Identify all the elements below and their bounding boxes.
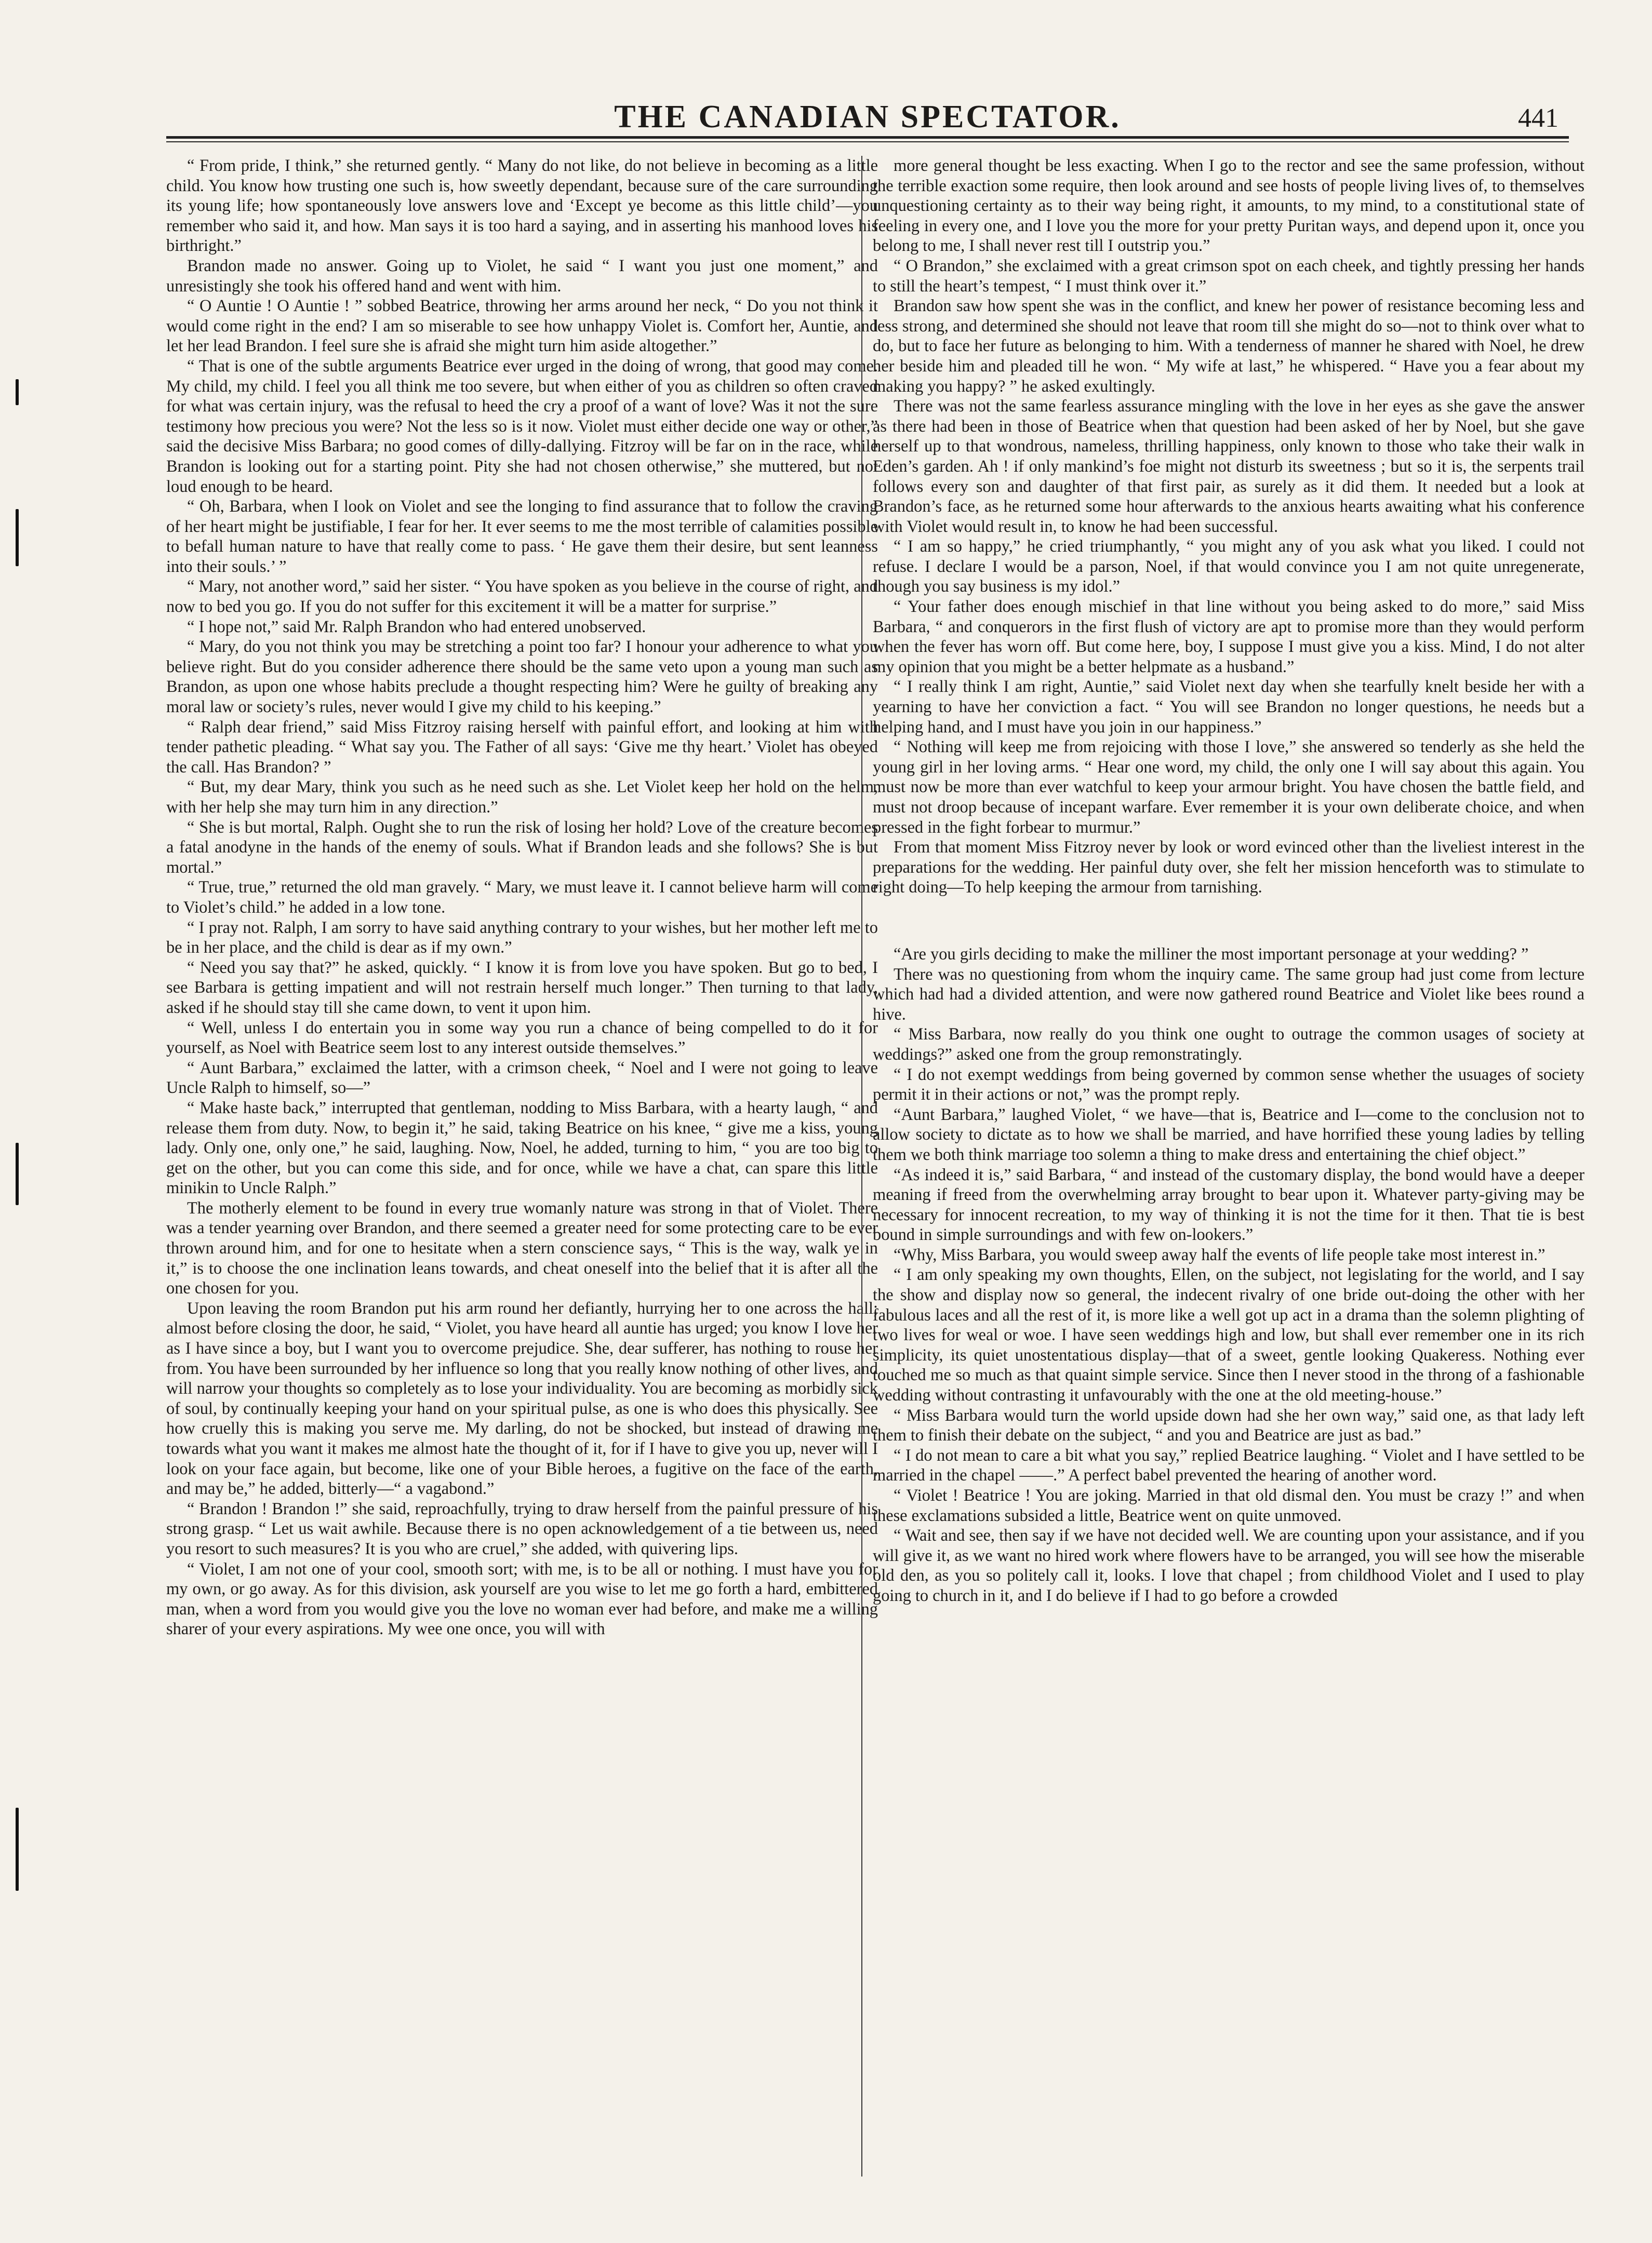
paragraph: “ I really think I am right, Auntie,” said Violet next day when she tearfully knelt beside her with a yearning to have her conviction a fact. “ You will see Brandon no longer questions, he needs but a helping hand, and I must have you join in our happiness.” (873, 677, 1584, 737)
paragraph: “ Wait and see, then say if we have not decided well. We are counting upon your assistance, and if you will give it, as we want no hired work where flowers have to be arranged, you will see how the miserable old den, as you so politely call it, looks. I love that chapel ; from childhood Violet and I used to play going to church in it, and I do believe if I had to go before a crowded (873, 1526, 1584, 1605)
paragraph: “ Well, unless I do entertain you in some way you run a chance of being compelled to do it for yourself, as Noel with Beatrice seem lost to any interest outside themselves.” (166, 1018, 878, 1058)
paragraph: “ Miss Barbara, now really do you think one ought to outrage the common usages of society at weddings?” asked one from the group remonstratingly. (873, 1025, 1584, 1064)
publication-title: THE CANADIAN SPECTATOR. (614, 99, 1121, 135)
paragraph: “ I do not exempt weddings from being governed by common sense whether the usuages of society permit it in their actions or not,” was the prompt reply. (873, 1065, 1584, 1104)
margin-mark (16, 379, 19, 405)
paragraph: “ I pray not. Ralph, I am sorry to have said anything contrary to your wishes, but her mother left me to be in her place, and the child is dear as if my own.” (166, 918, 878, 957)
paragraph: “Are you girls deciding to make the milliner the most important personage at your wedding? ” (894, 944, 1529, 964)
paragraph: “ Miss Barbara would turn the world upside down had she her own way,” said one, as that lady left them to finish their debate on the subject, “ and you and Beatrice are just as bad.” (873, 1406, 1584, 1445)
paragraph: “ Aunt Barbara,” exclaimed the latter, with a crimson cheek, “ Noel and I were not going to leave Uncle Ralph to himself, so—” (166, 1058, 878, 1098)
paragraph: “ Oh, Barbara, when I look on Violet and see the longing to find assurance that to follow the craving of her heart might be justifiable, I fear for her. It ever seems to me the most terrible of calamities possible to befall human nature to have that really come to pass. ‘ He gave them their desire, but sent leanness into their souls.’ ” (166, 497, 878, 576)
paragraph: “ Mary, do you not think you may be stretching a point too far? I honour your adherence to what you believe right. But do you consider adherence there should be the same veto upon a young man such as Brandon, as upon one whose habits preclude a thought respecting him? Were he guilty of breaking any moral law or society’s rules, never would I give my child to his keeping.” (166, 637, 878, 717)
paragraph: “Aunt Barbara,” laughed Violet, “ we have—that is, Beatrice and I—come to the conclusion not to allow society to dictate as to how we shall be married, and have horrified these young ladies by telling them we both think marriage too solemn a thing to make dress and entertaining the chief object.” (873, 1105, 1584, 1164)
paragraph: From that moment Miss Fitzroy never by look or word evinced other than the liveliest interest in the preparations for the wedding. Her painful duty over, she felt her mission henceforth was to stimulate to right doing—To help keeping the armour from tarnishing. (873, 838, 1584, 897)
margin-mark (16, 509, 19, 566)
paragraph: “ Make haste back,” interrupted that gentleman, nodding to Miss Barbara, with a hearty laugh, “ and release them from duty. Now, to begin it,” he said, taking Beatrice on his knee, “ give me a kiss, young lady. Only one, only one,” he said, laughing. Now, Noel, he added, turning to him, “ you are too big to get on the other, but you can come this side, and for once, while we have a chat, can spare this little minikin to Uncle Ralph.” (166, 1098, 878, 1198)
paragraph: “ Violet, I am not one of your cool, smooth sort; with me, is to be all or nothing. I must have you for my own, or go away. As for this division, ask yourself are you wise to let me go forth a hard, embittered man, when a word from you would give you the love no woman ever had before, and make me a willing sharer of your every aspirations. My wee one once, you will with (166, 1559, 878, 1639)
paragraph: “ Your father does enough mischief in that line without you being asked to do more,” said Miss Barbara, “ and conquerors in the first flush of victory are apt to promise more than they would perform when the fever has worn off. But come here, boy, I suppose I must give you a kiss. Mind, I do not alter my opinion that you might be a better helpmate as a husband.” (873, 597, 1584, 676)
paragraph: “ Need you say that?” he asked, quickly. “ I know it is from love you have spoken. But go to bed, I see Barbara is getting impatient and will not restrain herself much longer.” Then turning to that lady, asked if he should stay till she came down, to vent it upon him. (166, 958, 878, 1017)
column-divider (861, 156, 862, 2177)
header-rule-thin (166, 141, 1569, 142)
paragraph: Brandon made no answer. Going up to Violet, he said “ I want you just one moment,” and unresistingly she took his offered hand and went with him. (166, 256, 878, 296)
paragraph: There was not the same fearless assurance mingling with the love in her eyes as she gave the answer as there had been in those of Beatrice when that question had been asked of her by Noel, but she gave herself up to that wondrous, nameless, thrilling happiness, only known to those who take their walk in Eden’s garden. Ah ! if only mankind’s foe might not disturb its sweetness ; but so it is, the serpents trail follows every son and daughter of that first pair, as surely as it did them. It needed but a look at Brandon’s face, as he returned some hour afterwards to the anxious hearts awaiting what his conference with Violet would result in, to know he had been successful. (873, 397, 1584, 536)
paragraph: “ Brandon ! Brandon !” she said, reproachfully, trying to draw herself from the painful pressure of his strong grasp. “ Let us wait awhile. Because there is no open acknowledgement of a tie between us, need you resort to such measures? It is you who are cruel,” she added, with quivering lips. (166, 1499, 878, 1558)
paragraph: “ I am so happy,” he cried triumphantly, “ you might any of you ask what you liked. I could not refuse. I declare I would be a parson, Noel, if that would convince you I am not quite unregenerate, though you say business is my idol.” (873, 537, 1584, 596)
text-column-right (873, 156, 1584, 1606)
paragraph: “ I hope not,” said Mr. Ralph Brandon who had entered unobserved. (187, 617, 646, 636)
paragraph: more general thought be less exacting. When I go to the rector and see the same profession, without the terrible exaction some require, then look around and see hosts of people living lives of, to themselves unquestioning certainty as to their way being right, it amounts, to my mind, to a constitutional state of feeling in every one, and I love you the more for your pretty Puritan ways, and depend upon it, once you belong to me, I shall never rest till I outstrip you.” (873, 156, 1584, 256)
masthead (166, 99, 1569, 135)
paragraph: “ Ralph dear friend,” said Miss Fitzroy raising herself with painful effort, and looking at him with tender pathetic pleading. “ What say you. The Father of all says: ‘Give me thy heart.’ Violet has obeyed the call. Has Brandon? ” (166, 717, 878, 777)
paragraph: “ From pride, I think,” she returned gently. “ Many do not like, do not believe in becoming as a little child. You know how trusting one such is, how sweetly dependant, because sure of the care surrounding its young life; how spontaneously love answers love and ‘Except ye become as this little child’—you remember who said it, and how. Man says it is too hard a saying, and in asserting his manhood loves his birthright.” (166, 156, 878, 256)
margin-mark (16, 1143, 19, 1205)
paragraph: The motherly element to be found in every true womanly nature was strong in that of Violet. There was a tender yearning over Brandon, and there seemed a greater need for some protecting care to be ever thrown around him, and for one to hesitate when a stern conscience says, “ This is the way, walk ye in it,” is to choose the one inclination leans towards, and cheat oneself into the belief that it is after all the one chosen for you. (166, 1198, 878, 1298)
paragraph: Brandon saw how spent she was in the conflict, and knew her power of resistance becoming less and less strong, and determined she should not leave that room till she might do so—not to think over what to do, but to face her future as belonging to him. With a tenderness of manner he shared with Noel, he drew her beside him and pleaded till he won. “ My wife at last,” he whispered. “ Have you a fear about my making you happy? ” he asked exultingly. (873, 297, 1584, 396)
header-rule-thick (166, 136, 1569, 139)
paragraph: “ Violet ! Beatrice ! You are joking. Married in that old dismal den. You must be crazy !” and when these exclamations subsided a little, Beatrice went on quite unmoved. (873, 1486, 1584, 1525)
paragraph: There was no questioning from whom the inquiry came. The same group had just come from lecture which had had a divided attention, and were now gathered round Beatrice and Violet like bees round a hive. (873, 965, 1584, 1024)
margin-mark (16, 1808, 19, 1891)
paragraph: “ But, my dear Mary, think you such as he need such as she. Let Violet keep her hold on the helm, with her help she may turn him in any direction.” (166, 778, 878, 817)
paragraph: “As indeed it is,” said Barbara, “ and instead of the customary display, the bond would have a deeper meaning if freed from the overwhelming array brought to bear upon it. Whatever party-giving may be necessary for innocent recreation, to my way of thinking it is not the time for it then. That tie is best bound in simple surroundings and with few on-lookers.” (873, 1165, 1584, 1245)
text-column-left (166, 156, 878, 1639)
paragraph: “ She is but mortal, Ralph. Ought she to run the risk of losing her hold? Love of the creature becomes a fatal anodyne in the hands of the enemy of souls. What if Brandon leads and she follows? She is but mortal.” (166, 818, 878, 877)
paragraph: “ I am only speaking my own thoughts, Ellen, on the subject, not legislating for the world, and I say the show and display now so general, the indecent rivalry of one bride out-doing the other with her fabulous laces and all the rest of it, is more like a well got up act in a drama than the solemn plighting of two lives for weal or woe. I have seen weddings high and low, but shall ever remember one in its rich simplicity, its quiet unostentatious display—that of a sweet, gentle looking Quakeress. Nothing ever touched me so much as that quaint simple service. Since then I never stood in the throng of a fashionable wedding without contrasting it unfavourably with the one at the old meeting-house.” (873, 1265, 1584, 1405)
paragraph: “ That is one of the subtle arguments Beatrice ever urged in the doing of wrong, that good may come. My child, my child. I feel you all think me too severe, but when either of you as children so often craved for what was certain injury, was the refusal to heed the cry a proof of a want of love? Was it not the sure testimony how precious you were? Not the less so is it now. Violet must either decide one way or other,” said the decisive Miss Barbara; no good comes of dilly-dallying. Fitzroy will be far on in the race, while Brandon is looking out for a starting point. Pity she had not chosen otherwise,” she muttered, but not loud enough to be heard. (166, 356, 878, 496)
paragraph: Upon leaving the room Brandon put his arm round her defiantly, hurrying her to one across the hall; almost before closing the door, he said, “ Violet, you have heard all auntie has urged; you know I love her as I have since a boy, but I want you to overcome prejudice. She, dear sufferer, has nothing to rouse her from. You have been surrounded by her influence so long that you really know nothing of other lives, and will narrow your thoughts so completely as to lose your individuality. You are becoming as morbidly sick of soul, by continually keeping your hand on your spiritual pulse, as one is who does this physically. See how cruelly this is making you serve me. My darling, do not be shocked, but instead of drawing me towards what you want it makes me almost hate the thought of it, for if I have to give you up, never will I look on your face again, but become, like one of your Bible heroes, a fugitive on the face of the earth, and may be,” he added, bitterly—“ a vagabond.” (166, 1299, 878, 1499)
paragraph: “ O Brandon,” she exclaimed with a great crimson spot on each cheek, and tightly pressing her hands to still the heart’s tempest, “ I must think over it.” (873, 256, 1584, 296)
page-number: 441 (1518, 103, 1558, 133)
paragraph: “ I do not mean to care a bit what you say,” replied Beatrice laughing. “ Violet and I have settled to be married in the chapel ——.” A perfect babel prevented the hearing of another word. (873, 1446, 1584, 1485)
paragraph: “Why, Miss Barbara, you would sweep away half the events of life people take most interest in.” (894, 1245, 1546, 1264)
paragraph: “ True, true,” returned the old man gravely. “ Mary, we must leave it. I cannot believe harm will come to Violet’s child.” he added in a low tone. (166, 878, 878, 917)
paragraph: “ Mary, not another word,” said her sister. “ You have spoken as you believe in the course of right, and now to bed you go. If you do not suffer for this excitement it will be a matter for surprise.” (166, 577, 878, 617)
paragraph: “ O Auntie ! O Auntie ! ” sobbed Beatrice, throwing her arms around her neck, “ Do you not think it would come right in the end? I am so miserable to see how unhappy Violet is. Comfort her, Auntie, and let her lead Brandon. I feel sure she is afraid she might turn him aside altogether.” (166, 297, 878, 356)
paragraph: “ Nothing will keep me from rejoicing with those I love,” she answered so tenderly as she held the young girl in her loving arms. “ Hear one word, my child, the only one I will say about this again. You must now be more than ever watchful to keep your armour bright. You have chosen the battle field, and must not droop because of incepant warfare. Ever remember it is your own deliberate choice, and when pressed in the fight forbear to murmur.” (873, 738, 1584, 837)
